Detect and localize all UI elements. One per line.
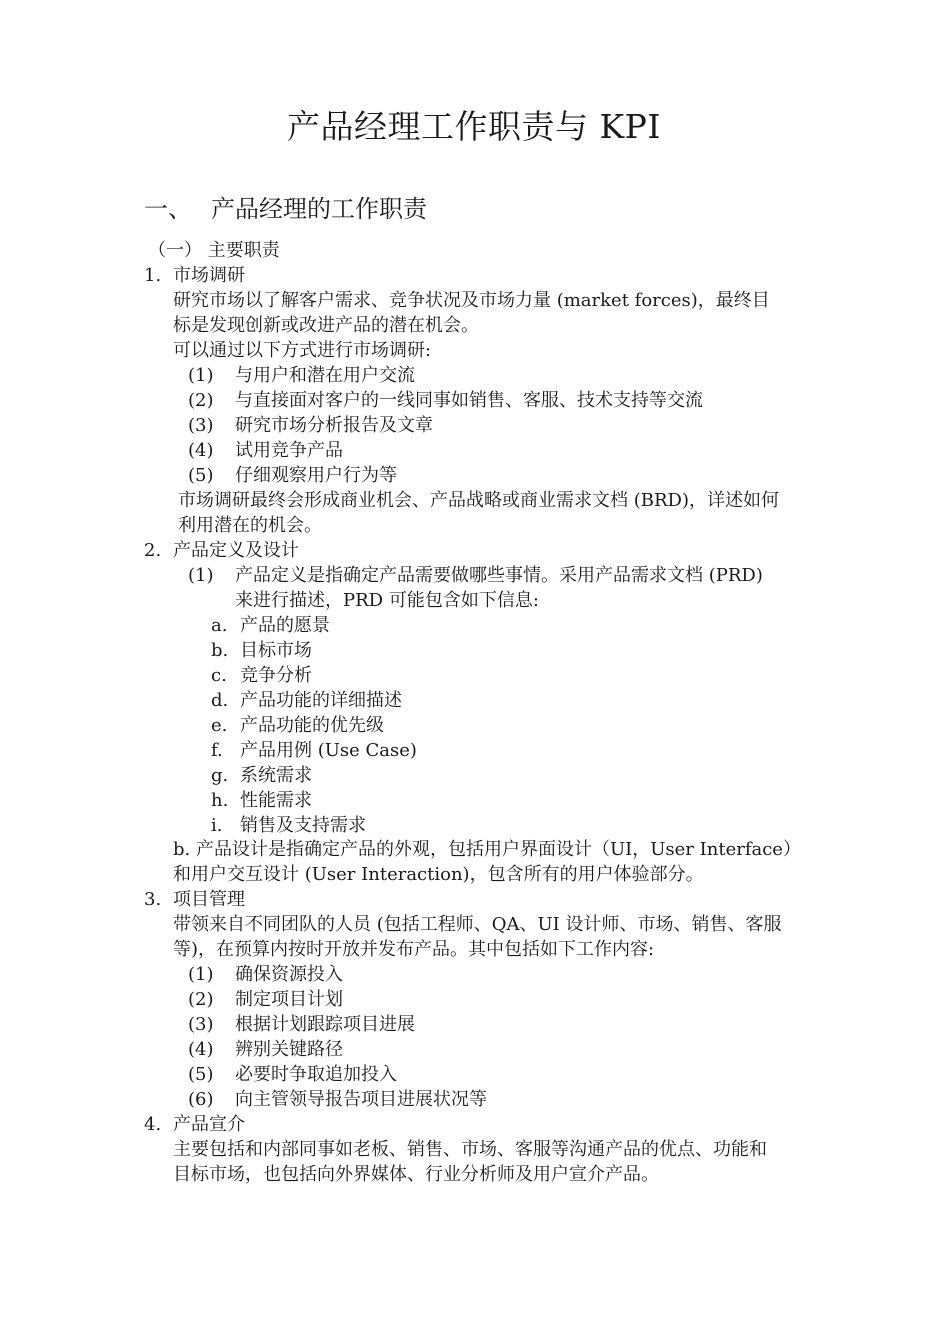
list-letter: g. xyxy=(211,765,229,786)
paragraph-line: b. 产品设计是指确定产品的外观，包括用户界面设计（UI，User Interface） xyxy=(173,839,801,860)
list-number: (3) xyxy=(188,415,214,436)
paragraph-line: 产品定义是指确定产品需要做哪些事情。采用产品需求文档 (PRD) xyxy=(235,565,763,586)
document-title: 产品经理工作职责与 KPI xyxy=(287,107,661,146)
paragraph-line: 来进行描述，PRD 可能包含如下信息: xyxy=(235,590,539,611)
list-number: (1) xyxy=(188,565,214,586)
list-item: 产品用例 (Use Case) xyxy=(240,740,417,761)
list-item: 与用户和潜在用户交流 xyxy=(235,365,415,386)
list-number: (2) xyxy=(188,989,214,1010)
paragraph-line: 市场调研最终会形成商业机会、产品战略或商业需求文档 (BRD)，详述如何 xyxy=(178,490,779,511)
list-item: 仔细观察用户行为等 xyxy=(235,465,397,486)
list-item: 系统需求 xyxy=(240,765,312,786)
list-item: 必要时争取追加投入 xyxy=(235,1064,397,1085)
list-item: 向主管领导报告项目进展状况等 xyxy=(235,1089,487,1110)
list-item: 产品功能的优先级 xyxy=(240,715,384,736)
paragraph-line: 标是发现创新或改进产品的潜在机会。 xyxy=(173,315,479,336)
list-number: (2) xyxy=(188,390,214,411)
list-item: 销售及支持需求 xyxy=(240,815,366,836)
list-number: (3) xyxy=(188,1014,214,1035)
paragraph-line: 目标市场，也包括向外界媒体、行业分析师及用户宣介产品。 xyxy=(173,1164,659,1185)
list-item: 试用竞争产品 xyxy=(235,440,343,461)
list-letter: f. xyxy=(211,740,223,761)
list-number: (5) xyxy=(188,1064,214,1085)
list-letter: c. xyxy=(211,665,227,686)
list-number: (4) xyxy=(188,440,214,461)
list-letter: i. xyxy=(211,815,223,836)
item-title: 产品定义及设计 xyxy=(173,540,299,561)
paragraph-line: 和用户交互设计 (User Interaction)，包含所有的用户体验部分。 xyxy=(173,864,704,885)
item-title: 市场调研 xyxy=(173,265,245,286)
list-item: 根据计划跟踪项目进展 xyxy=(235,1014,415,1035)
list-item: 制定项目计划 xyxy=(235,989,343,1010)
list-letter: b. xyxy=(211,640,229,661)
list-item: 竞争分析 xyxy=(240,665,312,686)
list-letter: a. xyxy=(211,615,228,636)
item-number: 1. xyxy=(144,265,162,286)
list-item: 与直接面对客户的一线同事如销售、客服、技术支持等交流 xyxy=(235,390,703,411)
paragraph-line: 等)，在预算内按时开放并发布产品。其中包括如下工作内容: xyxy=(173,939,655,960)
item-number: 2. xyxy=(144,540,162,561)
item-number: 3. xyxy=(144,889,162,910)
list-item: 性能需求 xyxy=(240,790,312,811)
list-item: 产品的愿景 xyxy=(240,615,330,636)
paragraph-line: 主要包括和内部同事如老板、销售、市场、客服等沟通产品的优点、功能和 xyxy=(173,1139,767,1160)
paragraph-line: 利用潜在的机会。 xyxy=(178,515,322,536)
list-item: 产品功能的详细描述 xyxy=(240,690,402,711)
list-letter: h. xyxy=(211,790,229,811)
paragraph-line: 研究市场以了解客户需求、竞争状况及市场力量 (market forces)，最终目 xyxy=(173,290,770,311)
section-heading: 产品经理的工作职责 xyxy=(211,195,427,223)
list-number: (5) xyxy=(188,465,214,486)
item-number: 4. xyxy=(144,1114,162,1135)
list-item: 研究市场分析报告及文章 xyxy=(235,415,433,436)
list-item: 辨别关键路径 xyxy=(235,1039,343,1060)
list-item: 确保资源投入 xyxy=(235,964,343,985)
item-title: 项目管理 xyxy=(173,889,245,910)
section-number: 一、 xyxy=(144,195,192,223)
list-item: 目标市场 xyxy=(240,640,312,661)
list-number: (4) xyxy=(188,1039,214,1060)
subsection-heading: （一） 主要职责 xyxy=(148,240,280,261)
list-number: (1) xyxy=(188,964,214,985)
item-title: 产品宣介 xyxy=(173,1114,245,1135)
list-number: (1) xyxy=(188,365,214,386)
list-letter: d. xyxy=(211,690,229,711)
paragraph-line: 可以通过以下方式进行市场调研: xyxy=(173,340,432,361)
paragraph-line: 带领来自不同团队的人员 (包括工程师、QA、UI 设计师、市场、销售、客服 xyxy=(173,914,782,935)
list-letter: e. xyxy=(211,715,228,736)
list-number: (6) xyxy=(188,1089,214,1110)
